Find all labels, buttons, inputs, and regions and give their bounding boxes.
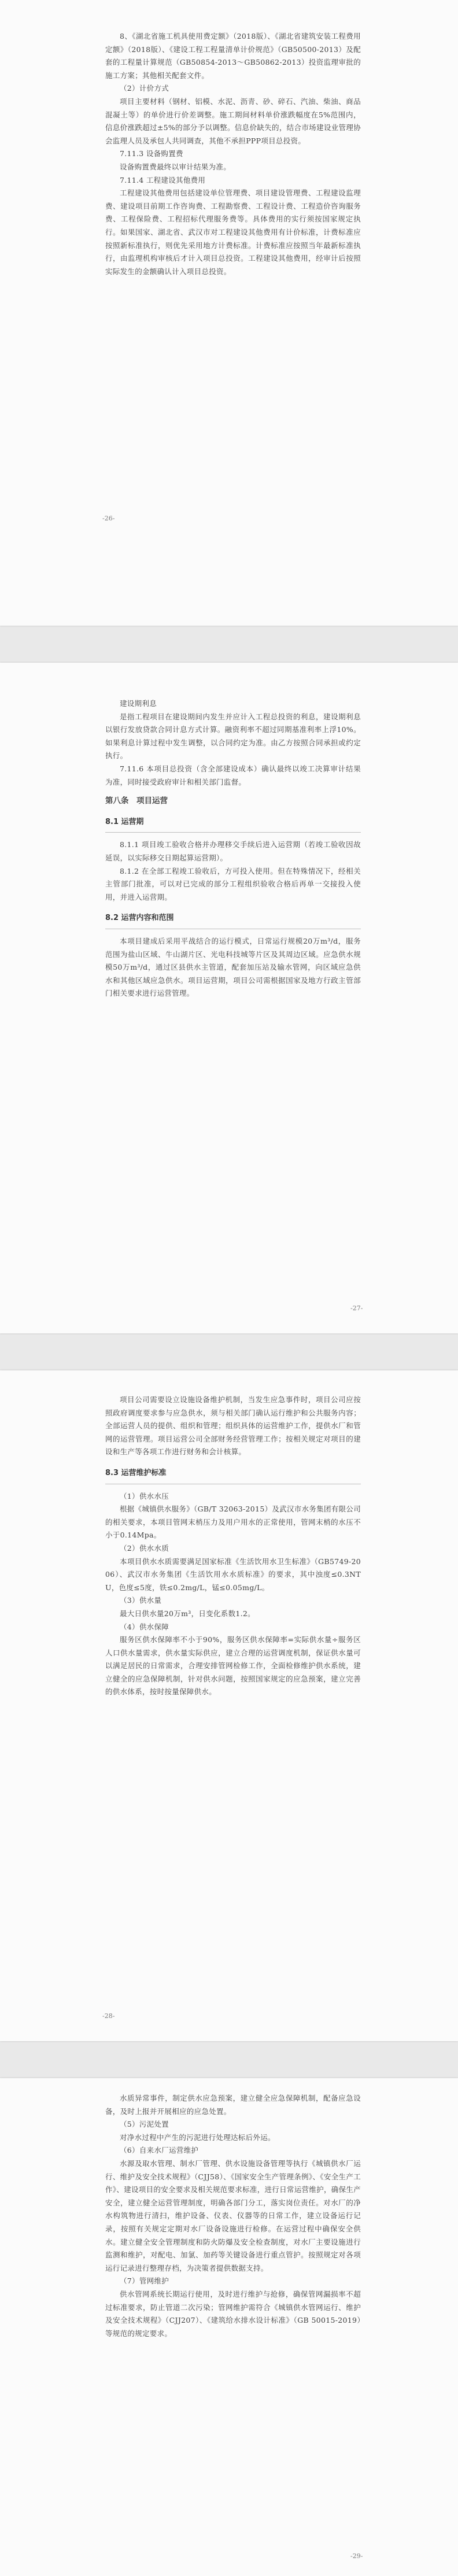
paragraph: 8.1.1 项目竣工验收合格并办理移交手续后进入运营期（若竣工验收因故延误，以实际移交日期起算运营期）。 (105, 840, 361, 862)
section-heading: 8.3 运营维护标准 (105, 1467, 361, 1484)
list-item: （1）供水水压 (120, 1491, 169, 1500)
page-4-body (105, 2092, 361, 2340)
page-number: -29- (350, 2552, 363, 2560)
document-page-4 (0, 2078, 458, 2576)
paragraph: 本项目建成后采用平战结合的运行模式，日常运行规模20万m³/d，服务范围为盐山区域、牛山湖片区、光电科技城等片区及其周边区域。应急供水规模50万m³/d，通过区县供水主管道，配套加压站及输水管网，向区域应急供水和其他区域应急供水。项目运营期，项目公司需根据国家及地方行政主管部门相关要求进行运营管理。 (105, 936, 361, 998)
list-item: （5）污泥处置 (120, 2120, 169, 2129)
paragraph: 设备购置费最终以审计结果为准。 (120, 162, 231, 171)
paragraph: 8.1.2 在全部工程竣工验收后，方可投入使用。但在特殊情况下，经相关主管部门批准，可以对已完成的部分工程组织验收合格后再单一交接投入使用，并进入运营期。 (105, 866, 361, 901)
list-item: （2）供水水质 (120, 1543, 169, 1553)
list-item: （3）供水量 (120, 1596, 162, 1605)
paragraph: 本项目供水水质需要满足国家标准《生活饮用水卫生标准》（GB5749-2006）、武汉市水务集团《生活饮用水水质标准》的要求，其中浊度≤0.3NTU，色度≤5度，铁≤0.2mg/L，锰≤0.05mg/L。 (105, 1557, 361, 1592)
paragraph: 根据《城镇供水服务》（GB/T 32063-2015）及武汉市水务集团有限公司的相关要求，本项目管网末梢压力及用户用水的正常使用，管网末梢的水压不小于0.14Mpa。 (105, 1505, 361, 1540)
paragraph: 服务区供水保障率不小于90%，服务区供水保障率=实际供水量÷服务区人口供水量需求，供水量实际供应，建立合理的运营调度机制，保证供水量可以满足居民的日常需求，合理安排管网检修工作，全面检修维护供水系统，建立健全的应急保障机制，针对供水问题，按照国家规定的应急预案，建立完善的供水体系，按时按量保障供水。 (105, 1635, 361, 1697)
paragraph: 8、《湖北省施工机具使用费定额》（2018版）、《湖北省建筑安装工程费用定额》（2018版）、《建设工程工程量清单计价规范》（GB50500-2013）及配套的工程量计算规范（GB50854-2013～GB50862-2013）投资监理审批的施工方案；其他相关配套文件。 (105, 32, 361, 80)
document-page-3 (0, 1370, 458, 2041)
list-item: （6）自来水厂运营维护 (120, 2146, 199, 2155)
page-3-body (105, 1394, 361, 1699)
subheading: 建设期利息 (120, 699, 157, 708)
paragraph: 是指工程项目在建设期间内发生并应计入工程总投资的利息，建设期利息以银行发放贷款合同计息方式计算。融资利率不超过同期基准利率上浮10%。如果利息计算过程中发生调整，以合同约定为准。由乙方按照合同承担或约定执行。 (105, 712, 361, 760)
subheading: 7.11.3 设备购置费 (120, 149, 183, 158)
paragraph: 供水管网系统长期运行使用，及时进行维护与抢修，确保管网漏损率不超过标准要求，防止管道二次污染；管网维护需符合《城镇供水管网运行、维护及安全技术规程》（CJJ207）、《建筑给水排水设计标准》（GB 50015-2019）等规范的规定要求。 (105, 2289, 361, 2338)
paragraph: 工程建设其他费用包括建设单位管理费、项目建设管理费、工程建设监理费、建设项目前期工作咨询费、工程勘察费、工程设计费、工程造价咨询服务费、工程保险费、工程招标代理服务费等。具体费用的实行须按国家规定执行。如果国家、湖北省、武汉市对工程建设其他费用有计价标准，计费标准应按照新标准执行，则优先采用地方计费标准。计费标准应按照当年最新标准执行，由监理机构审核后才计入项目总投资。工程建设其他费用，经审计后按照实际发生的金额确认计入项目总投资。 (105, 189, 361, 276)
paragraph: 最大日供水量20万m³，日变化系数1.2。 (120, 1609, 255, 1618)
page-number: -28- (102, 2012, 115, 2020)
paragraph: 水质异常事件，制定供水应急预案，建立健全应急保障机制，配备应急设备，及时上报并开展相应的应急处置。 (105, 2094, 361, 2116)
list-item: （4）供水保障 (120, 1622, 169, 1631)
paragraph: 水源及取水管理、制水厂管理、供水设施设备管理等执行《城镇供水厂运行、维护及安全技术规程》（CJJ58）、《国家安全生产管理条例》、《安全生产工作》、建设项目的安全要求及相关规范要求标准，进行日常运营维护，确保生产安全，建立健全运营管理制度，明确各部门分工，落实岗位责任。对水厂的净水构筑物进行清扫，维护设备、仪表、仪器等的日常工作，建立设备运行记录，按照有关规定定期对水厂设备设施进行检修。在运营过程中确保安全供水。建立健全安全管理制度和防火防爆及安全检查制度，对水厂主要设施进行监测和维护，对配电、加氯、加药等关键设备进行重点管护。按照规定对各项运行记录进行整理存档，为决策者提供数据支持。 (105, 2159, 361, 2272)
list-item: （7）管网维护 (120, 2276, 169, 2286)
page-1-body (105, 30, 361, 278)
subheading: 7.11.4 工程建设其他费用 (120, 175, 206, 184)
article-heading: 第八条 项目运营 (105, 796, 168, 806)
page-number: -26- (102, 515, 115, 522)
paragraph: 7.11.6 本项目总投资（含全部建设成本）确认最终以竣工决算审计结果为准，同时接受政府审计和相关部门监督。 (105, 764, 361, 786)
paragraph: 项目主要材料（钢材、铝模、水泥、沥青、砂、碎石、汽油、柴油、商品混凝土等）的单价进行价差调整。施工期间材料单价涨跌幅度在5%范围内，信息价涨跌超过±5%的部分予以调整。信息价缺失的，结合市场建设业管理协会监理人员及承包人共同调查，其他不承担PPP项目总投资。 (105, 97, 361, 145)
document-page-1 (0, 0, 458, 626)
page-number: -27- (350, 1304, 363, 1312)
document-page-2 (0, 663, 458, 1333)
paragraph: （2）计价方式 (120, 84, 169, 93)
section-heading: 8.2 运营内容和范围 (105, 912, 361, 929)
page-2-body (105, 697, 361, 1000)
section-heading: 8.1 运营期 (105, 816, 361, 833)
paragraph: 项目公司需要设立设施设备维护机制，当发生应急事件时，项目公司应按照政府调度要求参与应急供水，须与相关部门确认运行维护和公共服务内容；全部运营人员的提供、组织和管理；组织具体的运营维护工作，提供水厂和管网的运营管理。项目运营公司全部财务经营管理工作；按相关规定对项目的建设和生产等各项工作进行财务和会计核算。 (105, 1395, 361, 1457)
paragraph: 对净水过程中产生的污泥进行处理达标后外运。 (120, 2133, 275, 2142)
